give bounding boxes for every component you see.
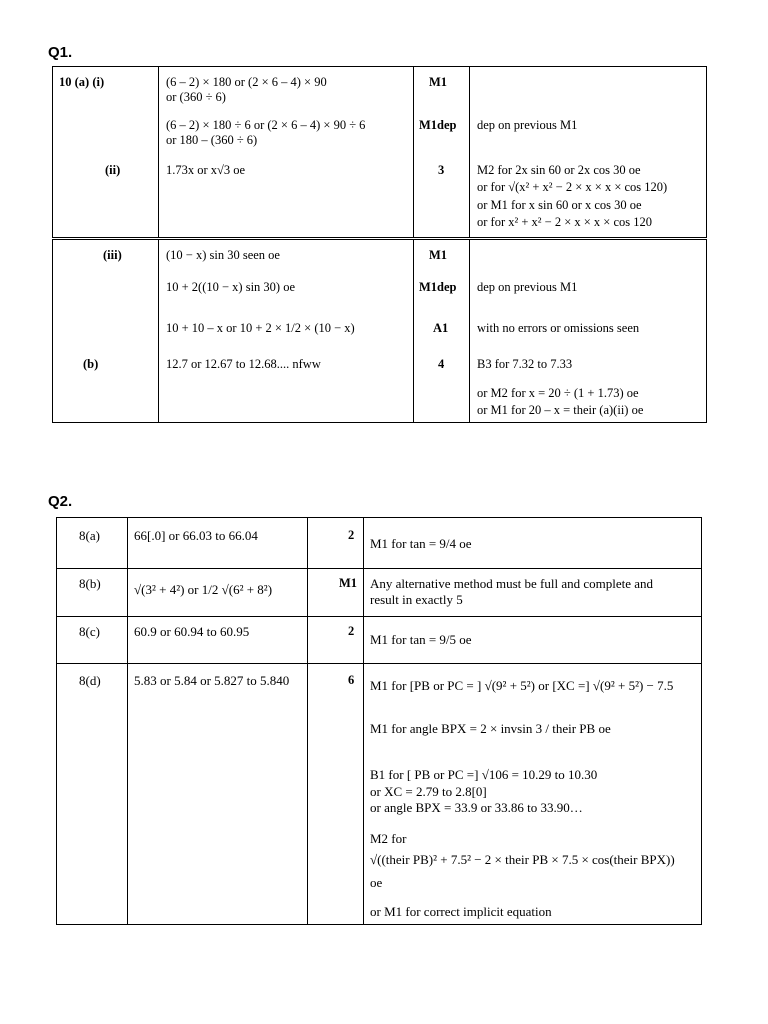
q1-b-guidance2: or M2 for x = 20 ÷ (1 + 1.73) oe [477, 386, 639, 400]
q1-label-a-i: 10 (a) (i) [59, 75, 105, 89]
q2-label-8c: 8(c) [79, 624, 100, 639]
q1-a-iii-mark3: A1 [433, 321, 449, 335]
q2-8d-guidance4: or XC = 2.79 to 2.8[0] [370, 784, 487, 799]
q2-8d-guidance1: M1 for [PB or PC = ] √(9² + 5²) or [XC =] √(9² + 5²) − 7.5 [370, 678, 674, 693]
q1-label-a-iii: (iii) [103, 248, 122, 262]
q2-8b-answer: √(3² + 4²) or 1/2 √(6² + 8²) [134, 582, 273, 597]
q1-a-ii-guidance3: or M1 for x sin 60 or x cos 30 oe [477, 198, 642, 212]
q1-label-a-ii: (ii) [105, 163, 121, 177]
q1-a-i-mark2: M1dep [419, 118, 457, 132]
q1-a-iii-mark2: M1dep [419, 280, 457, 294]
q2-table [56, 517, 702, 925]
q1-a-ii-guidance4: or for x² + x² − 2 × x × x × cos 120 [477, 215, 653, 229]
q1-a-iii-guidance2: dep on previous M1 [477, 280, 578, 294]
q1-a-i-answer-line4: or 180 – (360 ÷ 6) [166, 133, 258, 147]
q2-8a-mark: 2 [348, 528, 355, 542]
q2-8d-guidance9: or M1 for correct implicit equation [370, 904, 552, 919]
q2-8d-mark: 6 [348, 673, 355, 687]
q2-8c-answer: 60.9 or 60.94 to 60.95 [134, 624, 250, 639]
q1-a-iii-guidance3: with no errors or omissions seen [477, 321, 640, 335]
q1-table-upper [52, 66, 707, 238]
q2-label-8b: 8(b) [79, 576, 101, 591]
q2-8d-guidance8: oe [370, 875, 383, 890]
q1-a-i-answer-line3: (6 – 2) × 180 ÷ 6 or (2 × 6 – 4) × 90 ÷ 6 [166, 118, 366, 132]
q1-a-i-guidance2: dep on previous M1 [477, 118, 578, 132]
q1-a-ii-mark: 3 [438, 163, 445, 177]
q2-8c-mark: 2 [348, 624, 355, 638]
q2-8b-mark: M1 [339, 576, 358, 590]
q2-heading: Q2. [48, 493, 73, 510]
q1-a-iii-answer3: 10 + 10 – x or 10 + 2 × 1/2 × (10 − x) [166, 321, 355, 335]
q2-8d-guidance3: B1 for [ PB or PC =] √106 = 10.29 to 10.30 [370, 767, 598, 782]
q2-8d-guidance6: M2 for [370, 831, 407, 846]
q1-b-guidance1: B3 for 7.32 to 7.33 [477, 357, 573, 371]
q1-b-answer: 12.7 or 12.67 to 12.68.... nfww [166, 357, 321, 371]
q2-8a-answer: 66[.0] or 66.03 to 66.04 [134, 528, 258, 543]
q1-a-i-answer-line1: (6 – 2) × 180 or (2 × 6 – 4) × 90 [166, 75, 327, 89]
q2-8b-guidance1: Any alternative method must be full and complete and [370, 576, 654, 591]
q2-8b-guidance2: result in exactly 5 [370, 592, 463, 607]
q2-8d-guidance5: or angle BPX = 33.9 or 33.86 to 33.90… [370, 800, 583, 815]
q1-a-ii-guidance2: or for √(x² + x² − 2 × x × x × cos 120) [477, 180, 668, 194]
q1-b-mark: 4 [438, 357, 445, 371]
q1-a-iii-answer1: (10 − x) sin 30 seen oe [166, 248, 280, 262]
q1-a-iii-mark1: M1 [429, 248, 448, 262]
q1-label-b: (b) [83, 357, 99, 371]
q1-table-lower [52, 239, 707, 423]
q2-8a-guidance: M1 for tan = 9/4 oe [370, 536, 472, 551]
q2-8d-guidance2: M1 for angle BPX = 2 × invsin 3 / their PB oe [370, 721, 611, 736]
q1-a-iii-answer2: 10 + 2((10 − x) sin 30) oe [166, 280, 296, 294]
q2-8d-guidance7: √((their PB)² + 7.5² − 2 × their PB × 7.5 × cos(their BPX)) [370, 852, 675, 867]
q2-label-8a: 8(a) [79, 528, 100, 543]
q1-b-guidance3: or M1 for 20 – x = their (a)(ii) oe [477, 403, 644, 417]
q1-heading: Q1. [48, 44, 73, 61]
q2-8d-answer: 5.83 or 5.84 or 5.827 to 5.840 [134, 673, 290, 688]
q1-a-ii-answer: 1.73x or x√3 oe [166, 163, 246, 177]
q1-a-i-answer-line2: or (360 ÷ 6) [166, 90, 226, 104]
q2-label-8d: 8(d) [79, 673, 101, 688]
q1-a-ii-guidance1: M2 for 2x sin 60 or 2x cos 30 oe [477, 163, 641, 177]
q1-a-i-mark1: M1 [429, 75, 448, 89]
q2-8c-guidance: M1 for tan = 9/5 oe [370, 632, 472, 647]
